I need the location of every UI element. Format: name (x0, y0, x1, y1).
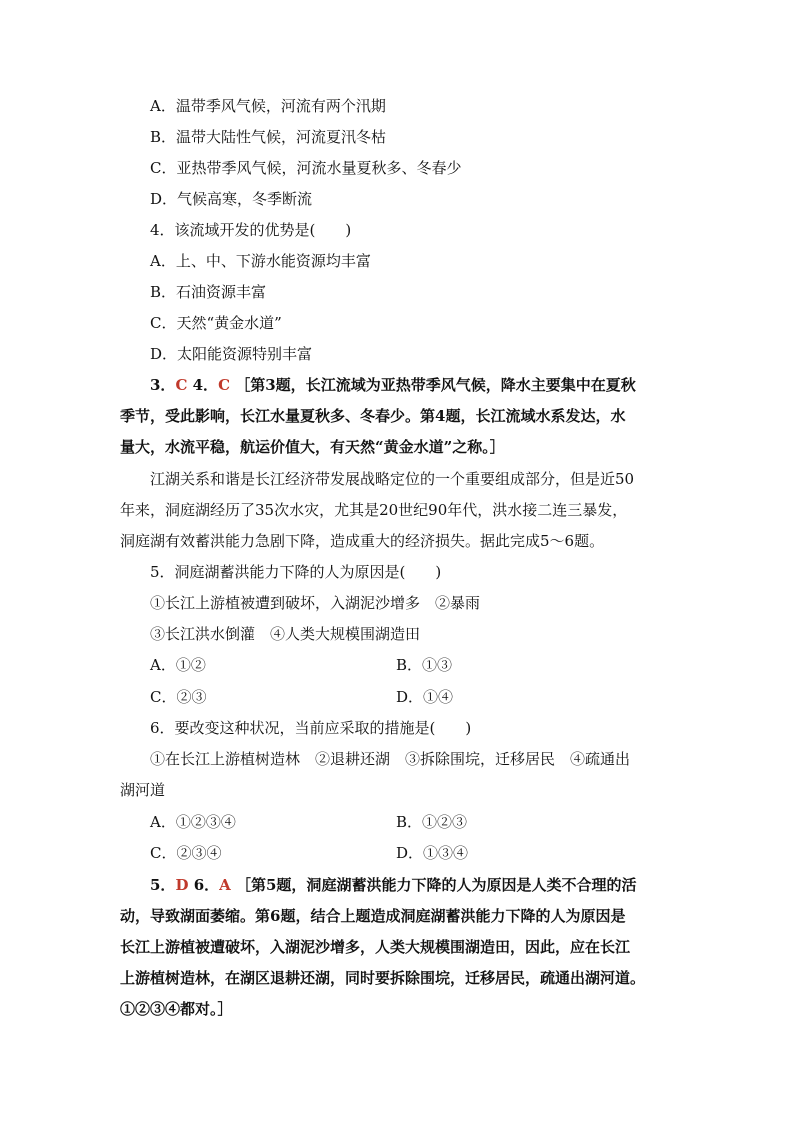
q4-stem: 4．该流域开发的优势是( ) (150, 221, 352, 239)
q3-option-b: B．温带大陆性气候，河流夏汛冬枯 (150, 128, 387, 146)
q5-item-line-1: ①长江上游植被遭到破坏，入湖泥沙增多 ②暴雨 (150, 594, 481, 612)
answer-56-line-3: 长江上游植被遭破坏，入湖泥沙增多，人类大规模围湖造田，因此，应在长江 (120, 938, 631, 956)
answer-34-line-1 (0, 374, 794, 396)
answer-34-line-3: 量大，水流平稳，航运价值大，有天然“黄金水道”之称。］ (120, 438, 505, 456)
answer-5-number: 5． (150, 876, 176, 894)
q6-options-row-2 (0, 842, 794, 864)
q5-options-row-2 (0, 686, 794, 708)
answer-4-letter: C (218, 376, 231, 394)
q4-option-a: A．上、中、下游水能资源均丰富 (150, 252, 371, 270)
q6-option-d: D．①③④ (396, 844, 469, 862)
answer-34-line-2: 季节，受此影响，长江水量夏秋多、冬春少。第4题，长江流域水系发达，水 (120, 407, 626, 425)
q6-item-line-2: 湖河道 (120, 781, 166, 799)
q5-option-c: C．②③ (150, 688, 207, 706)
q6-option-a: A．①②③④ (150, 813, 236, 831)
q6-option-b: B．①②③ (396, 813, 468, 831)
q5-options-row-1 (0, 654, 794, 676)
q4-option-c: C．天然“黄金水道” (150, 314, 282, 332)
answer-56-line-5: ①②③④都对。］ (120, 1000, 233, 1018)
material-line-2: 年来，洞庭湖经历了35次水灾，尤其是20世纪90年代，洪水接二连三暴发， (120, 501, 628, 519)
q5-item-line-2: ③长江洪水倒灌 ④人类大规模围湖造田 (150, 625, 421, 643)
q6-item-line-1: ①在长江上游植树造林 ②退耕还湖 ③拆除围垸，迁移居民 ④疏通出 (150, 750, 631, 768)
answer-5-letter: D (175, 876, 189, 894)
q4-option-d: D．太阳能资源特别丰富 (150, 345, 313, 363)
q4-option-b: B．石油资源丰富 (150, 283, 267, 301)
answer-56-line-1 (0, 874, 794, 896)
q3-option-a: A．温带季风气候，河流有两个汛期 (150, 97, 386, 115)
q5-option-a: A．①② (150, 656, 206, 674)
q5-stem: 5．洞庭湖蓄洪能力下降的人为原因是( ) (150, 563, 442, 581)
answer-6-number: 6． (193, 876, 220, 894)
answer-56-text: ［第5题，洞庭湖蓄洪能力下降的人为原因是人类不合理的活 (236, 876, 637, 894)
answer-6-letter: A (219, 876, 231, 894)
answer-3-letter: C (175, 376, 188, 394)
q6-stem: 6．要改变这种状况，当前应采取的措施是( ) (150, 719, 472, 737)
material-line-1: 江湖关系和谐是长江经济带发展战略定位的一个重要组成部分，但是近50 (150, 470, 635, 488)
q6-option-c: C．②③④ (150, 844, 222, 862)
answer-56-line-2: 动，导致湖面萎缩。第6题，结合上题造成洞庭湖蓄洪能力下降的人为原因是 (120, 907, 626, 925)
answer-34-text: ［第3题，长江流域为亚热带季风气候，降水主要集中在夏秋 (235, 376, 636, 394)
answer-4-number: 4． (192, 376, 219, 394)
answer-56-line-4: 上游植树造林，在湖区退耕还湖，同时要拆除围垸，迁移居民，疏通出湖河道。 (120, 969, 646, 987)
material-line-3: 洞庭湖有效蓄洪能力急剧下降，造成重大的经济损失。据此完成5～6题。 (120, 532, 605, 550)
q3-option-d: D．气候高寒，冬季断流 (150, 190, 313, 208)
answer-3-number: 3． (150, 376, 176, 394)
q3-option-c: C．亚热带季风气候，河流水量夏秋多、冬春少 (150, 159, 462, 177)
q5-option-d: D．①④ (396, 688, 454, 706)
q5-option-b: B．①③ (396, 656, 453, 674)
q6-options-row-1 (0, 811, 794, 833)
